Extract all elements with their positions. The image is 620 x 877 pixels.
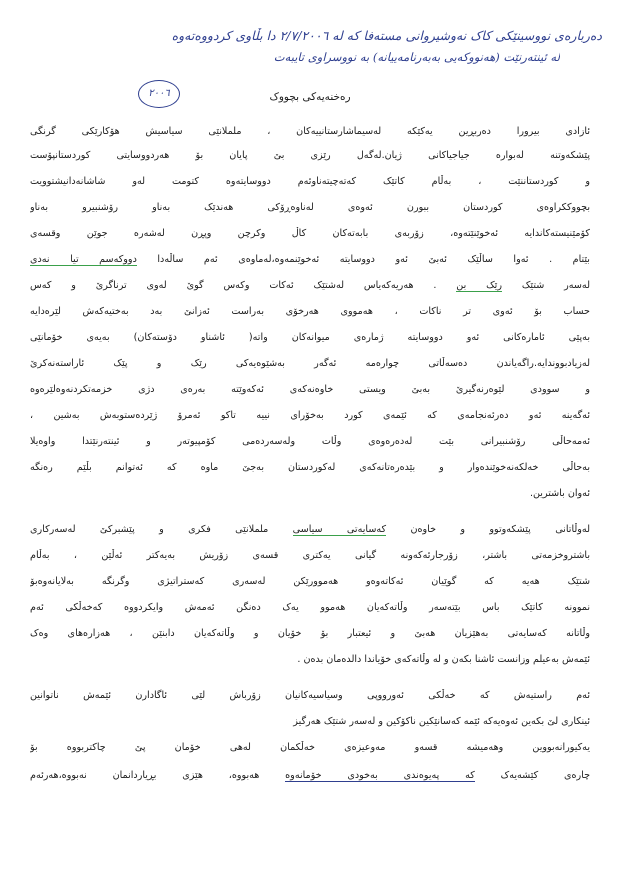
body-line [30,253,590,267]
body-line-text: و سوودی لێوەرنەگیرێ بەبێ ویستی خاوەنەکەی ئەکەوێتە بەرەی دژی خزمەتکردنەوەلێرەوە [30,384,590,395]
body-line-text: لەسەر شتێک [521,280,590,291]
body-line-text: ئەم راستیەش کە خەڵکی ئەورووپی وسیاسیەکانیان زۆرباش لێی ئاگادارن ئێمەش ناتوانین [30,690,590,701]
body-line-text: ئینکاری لێ بکەین ئەوەیەکە ئێمە کەسانێکین ناکۆکین و لەسەر شتێک هەرگیز [293,716,590,727]
body-line-text: چارەی کێشەیەک [500,770,590,781]
body-line-text-continued: هەبووە، هێزی بڕیاردانمان نەبووە،هەرئەم [30,770,286,781]
body-line-text: ئەمەحاڵی رۆشنبیرانی بێت لەدەرەوەی وڵات ولەسەردەمی کۆمپیوتەر و ئینتەرنێتدا واوەیلا [30,436,590,447]
body-line [30,125,590,139]
body-line-text: لەزیادبووندایە.راگەیاندن دەسەڵاتی چوارەمە ئەگەر بەشێوەیەکی رێک و پێک ئاراستەنەکرێ [30,358,590,369]
body-line [30,383,590,397]
body-line [30,653,590,667]
body-line [30,741,590,755]
body-line-text: پێشکەوتنە لەبواره جیاجیاکانی ژیان.لەگەل رێزی بێ پایان بۆ هەردووسایتی کوردستانپۆست [30,150,590,161]
body-line [30,549,590,563]
body-line [30,331,590,345]
circled-handwritten-mark: ٢٠٠٦ [138,80,180,108]
body-line-text: یەکیورانەبووین وهەمیشە قسەو مەوعیزەی خەڵکمان لەهی خۆمان پێ چاکتربووە بۆ [30,742,590,753]
body-line [30,279,590,293]
body-line [30,175,590,189]
body-line-text: نموونە کاتێک باس بێتەسەر وڵاتەکەیان هەموو یەک دەنگن ئەمەش وایکردووە کەخەڵکی ئەم [30,602,590,613]
body-line-text-continued: . هەریەکەیاس لەشتێک ئەکات وکەس گوێ لەوی ترناگرێ و کەس [30,280,457,291]
underlined-phrase: کە پەیوەندی بەخودی خۆمانەوە [285,770,475,781]
body-line [30,227,590,241]
body-line-text: ئەگەینە ئەو دەرئەنجامەی کە ئێمەی کورد بەخۆرای نییە تاکو ئەمرۆ ژێردەستوبەش بەشین ، [30,410,590,421]
body-line-text: ئازادی بیرورا دەربڕین یەکێکە لەسیماشارستانییەکان ، ململانێی سیاسیش هۆکارێکی گرنگی [30,126,590,137]
underlined-phrase: رێک بن [456,280,502,291]
body-line [30,435,590,449]
body-line-text: لەوڵاتانی پێشکەوتوو و خاوەن [410,524,590,535]
body-line [30,461,590,475]
body-line-text: شتێک هەیە کە گوێیان ئەکاتەوەو هەموورێکن لەسەری کەستراتیژی وگرنگە بەلایانەوەبۆ [30,576,590,587]
body-line [30,201,590,215]
body-line-text: حساب بۆ ئەوی تر ناکات ، هەمووی هەرخۆی بەراست ئەزانێ بەد بەختیەکەش لێرەدایە [30,306,590,317]
body-line [30,149,590,163]
body-line-text: بەحاڵی خەلکەنەخوێندەوار و بێدەرەتانەکەی لەکوردستان بەجێ ماوە کە ئەتوانم بڵێم رەنگە [30,462,590,473]
body-line-text: بێتام . ئەوا ساڵێک ئەبێ ئەو دووسایتە ئەخوێنمەوە،لەماوەی ئەم ساڵەدا [157,254,590,265]
body-line-text: وڵاتانە کەسایەتی بەهێزیان هەبێ و ئیعتبار بۆ خۆیان و وڵاتەکەیان دابنێن ، هەزارەهای وەک [30,628,590,639]
body-line-text-continued: ململانێی فکری و پێشبرکێ لەسەرکاری [30,524,293,535]
body-line-text: بەپێی ئامارەکانی ئەو دووسایتە ژمارەی میوانەکان واتە( ئاشناو دۆستەکان) بەیەی خۆمانێی [30,332,590,343]
body-line [30,357,590,371]
handwritten-note-line-2: لە ئینتەرنێت (هەنووکەیی بەبەرنامەییانە) بە نووسراوی تایبەت [273,50,560,64]
body-line [30,689,590,703]
body-line [30,305,590,319]
underlined-phrase: کەسایەتی سیاسی [292,524,387,535]
document-title: رەخنەیەکی بچووک [269,91,351,103]
body-line-text: ئەوان باشترین. [529,488,590,499]
body-line [30,601,590,615]
body-line-text: بچووککراوەی کوردستان ببورن ئەوەی لەناوەڕۆکی هەندێک بەناو رۆشنبیرو بەناو [30,202,590,213]
body-line [30,409,590,423]
body-line [30,575,590,589]
body-line-text: ئێمەش بەعیلم وزانست ئاشنا بکەن و لە وڵاتەکەی خۆیاندا دالدەمان بدەن . [297,654,590,665]
body-line [30,769,590,783]
body-line-text: کۆمێنیستەکاندایە ئەخوێنێتەوە، زۆربەی بابەتەکان کاڵ وکرچن وپڕن لەشەرە جوێن وقسەی [30,228,590,239]
body-line [30,487,590,501]
underlined-phrase: دووکەسم تیا نەدی [30,254,137,265]
body-line-text: باشتروخزمەتی باشتر، زۆرجارئەکەونە گیانی یەکتری قسەی زۆریش بەیەکتر ئەڵێن ، بەڵام [30,550,590,561]
handwritten-note-line-1: دەربارەی نووسینێکی کاک نەوشیروانی مستەفا کە لە ٢/٧/٢٠٠٦ دا بڵاوی کردووەتەوە [171,28,602,43]
body-line-text: و کوردستاننێت ، بەڵام کاتێک کەتەچیتەناوئەم دووسایتەوە کتومت لەو شاشانەدانیشتوویت [30,176,590,187]
body-line [30,523,590,537]
body-line [30,715,590,729]
body-line [30,627,590,641]
